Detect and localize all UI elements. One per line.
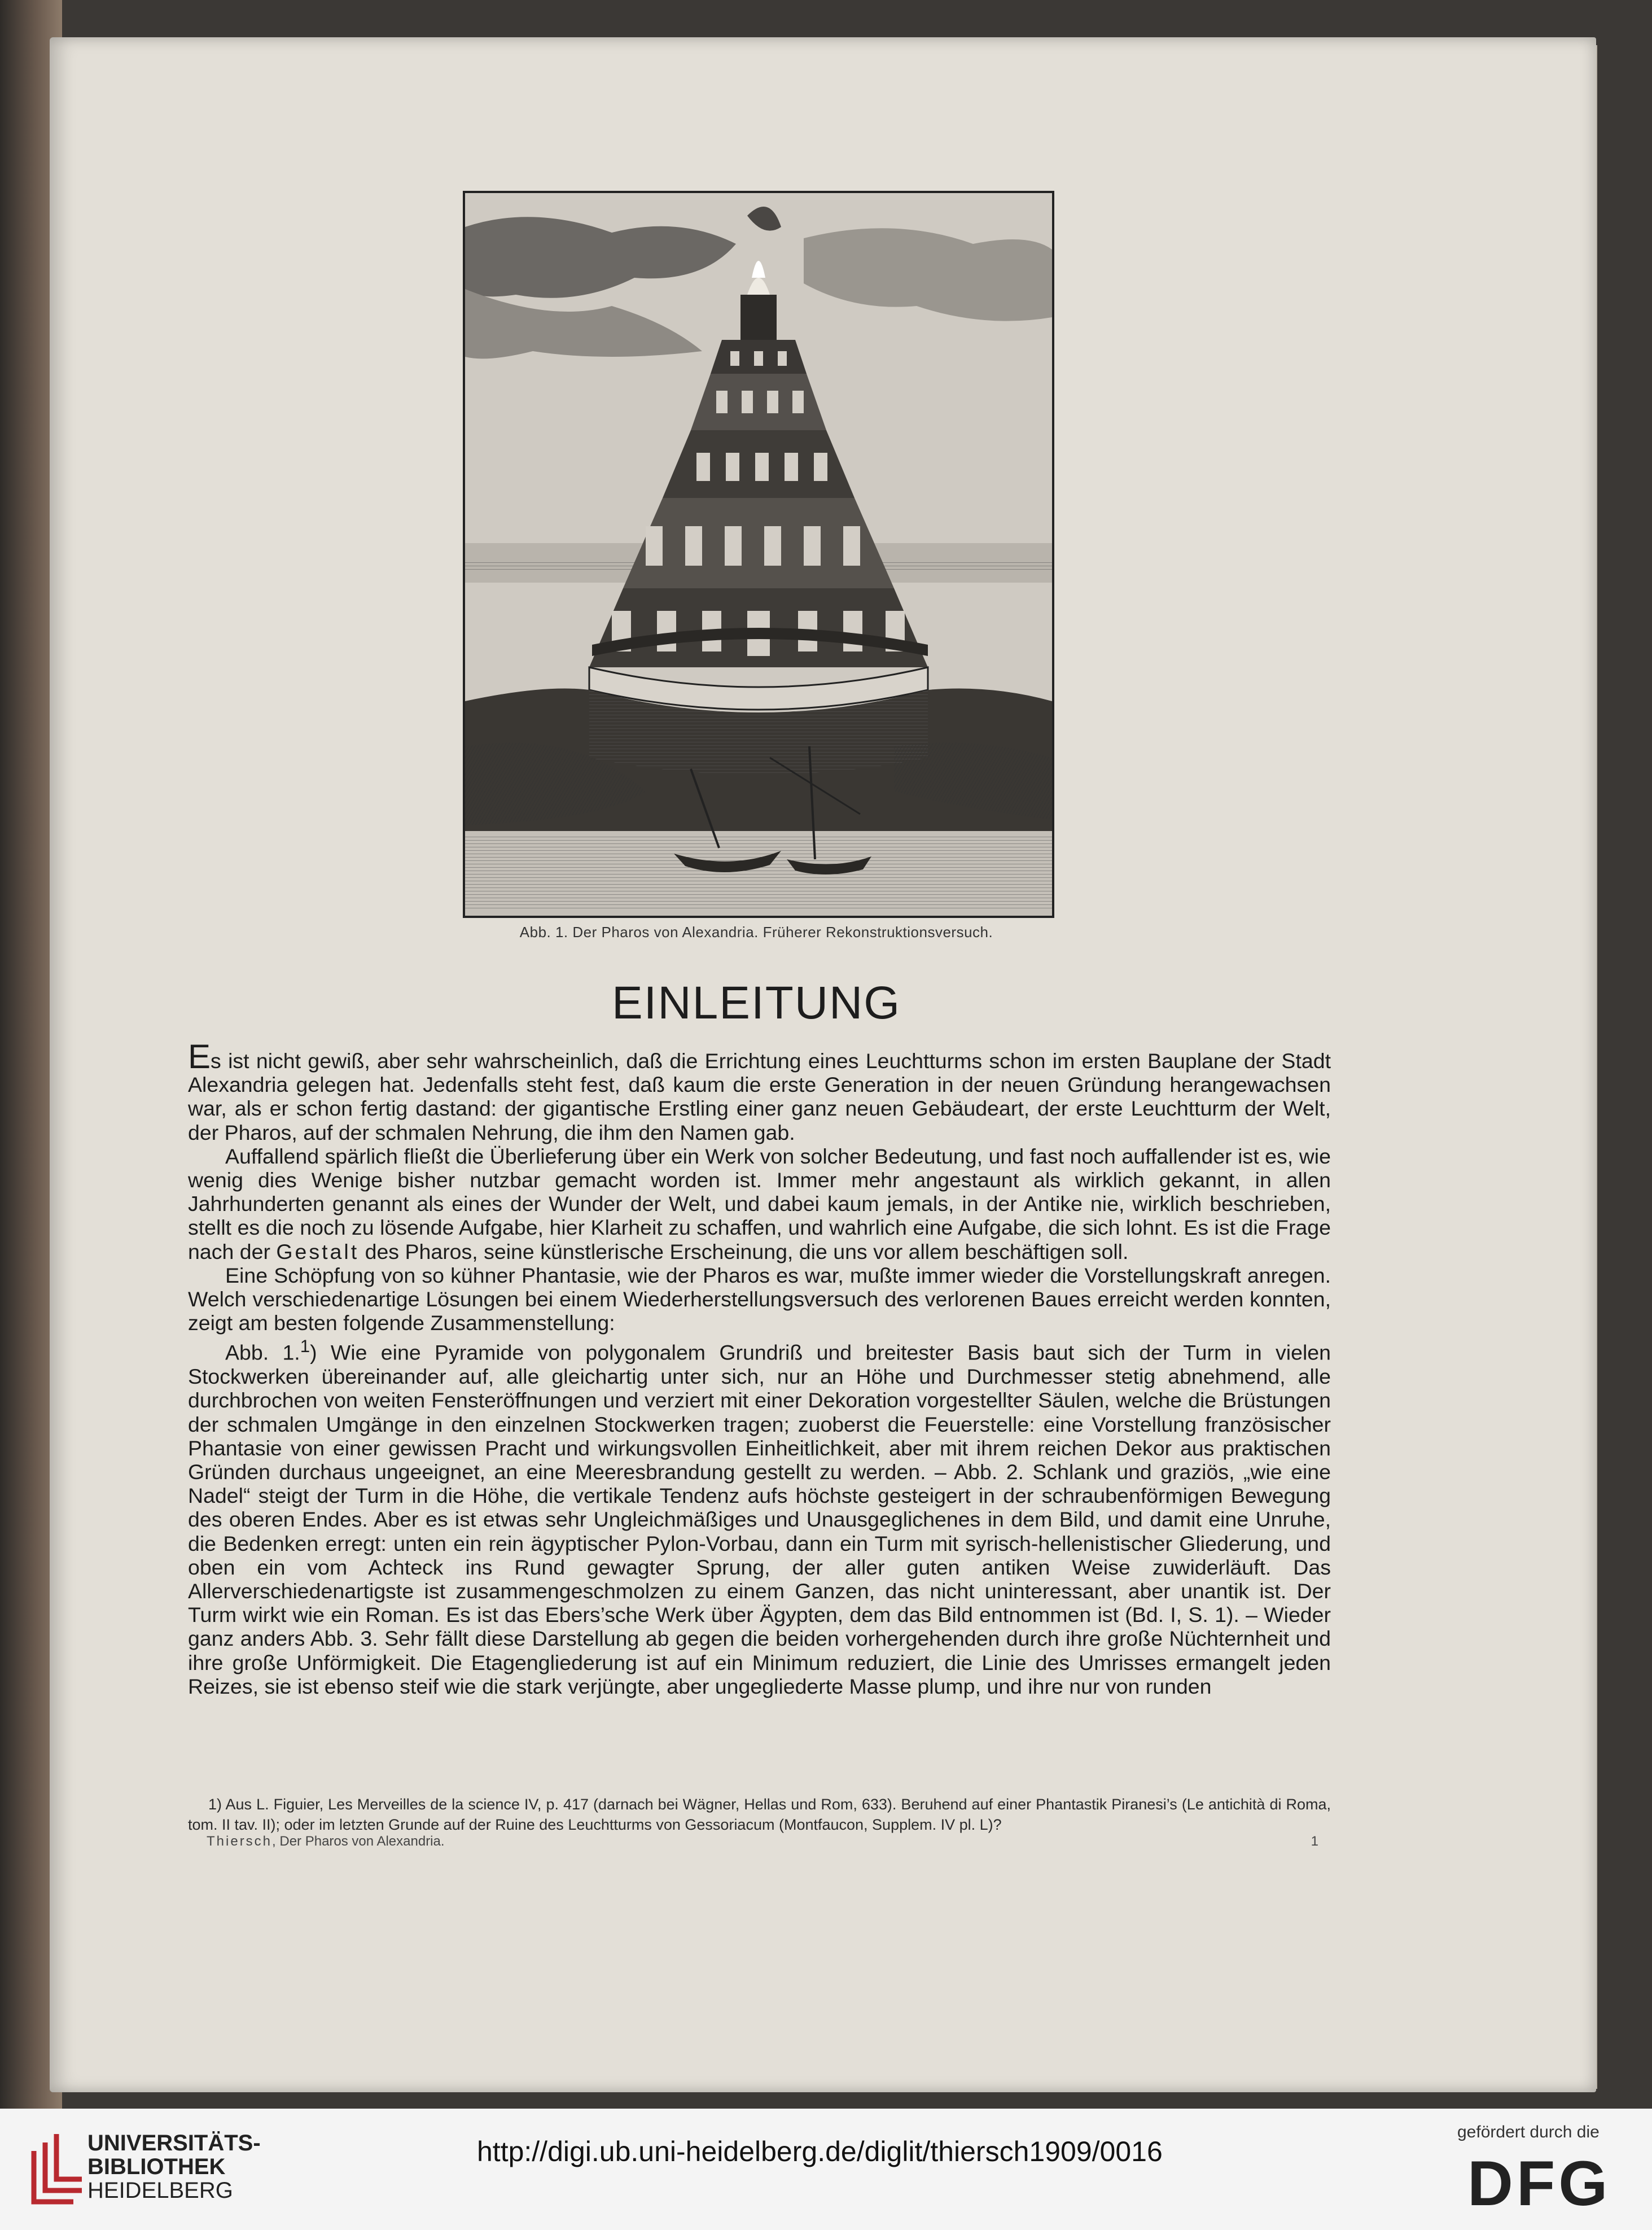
- initial-letter: E: [188, 1038, 211, 1075]
- paragraph-3: Eine Schöpfung von so kühner Phantasie, wie der Pharos es war, mußte immer wieder die Vorstellungskraft anregen. Welch verschiedenartige Lösungen bei einem Wiederherstellungsversuch des verlorenen Baues erreicht werden konnten, zeigt am besten folgende Zusammenstellung:: [188, 1263, 1331, 1335]
- permalink-url[interactable]: http://digi.ub.uni-heidelberg.de/diglit/thiersch1909/0016: [477, 2136, 1163, 2167]
- library-name-line1: UNIVERSITÄTS-: [87, 2131, 261, 2155]
- emphasis-gestalt: Gestalt: [276, 1239, 360, 1263]
- paragraph-4-ref: Abb. 1.: [225, 1340, 300, 1365]
- paragraph-2-text-b: des Pharos, seine künstlerische Erscheinung, die uns vor allem beschäftigen soll.: [359, 1239, 1129, 1263]
- dfg-logo-icon: [1467, 2150, 1637, 2212]
- page-number: 1: [1311, 1834, 1318, 1849]
- paragraph-1-text: s ist nicht gewiß, aber sehr wahrscheinlich, daß die Errichtung eines Leuchtturms schon im ersten Bauplane der Stadt Alexandria gelegen hat. Jedenfalls steht fest, daß kaum die erste Generation in der neuen Gründung herangewachsen war, als er schon fertig dastand: der gigantische Erstling einer ganz neuen Gebäudeart, der erste Leuchtturm der Welt, der Pharos, auf der schmalen Nehrung, die ihm den Namen gab.: [188, 1049, 1331, 1144]
- paragraph-4-text: ) Wie eine Pyramide von polygonalem Grundriß und breitester Basis baut sich der Turm in vielen Stockwerken übereinander auf, alle gleichartig unter sich, nur an Höhe und Durchmesser stetig abnehmend, alle durchbrochen von weiten Fensteröffnungen und verziert mit einer Dekoration vorgestellter Säulen, welche die Brüstungen der schmalen Umgänge in den einzelnen Stockwerken tragen; zuoberst die Feuerstelle: eine Vorstellung französischer Phantasie von einer gewissen Pracht und wirkungsvollen Einheitlichkeit, aber mit ihrem reichen Dekor aus praktischen Gründen durchaus ungeeignet, an eine Meeresbrandung gestellt zu werden. – Abb. 2. Schlank und graziös, „wie eine Nadel“ steigt der Turm in die Höhe, die vertikale Tendenz aufs höchste gesteigert in der schraubenförmigen Bewegung des oberen Endes. Aber es ist etwas sehr Ungleichmäßiges und Unausgeglichenes in dem Bild, und damit eine Unruhe, die Bedenken erregt: unten ein rein ägyptischer Pylon-Vorbau, dann ein Turm mit syrisch-hellenistischer Gliederung, und oben ein vom Achteck ins Rund gewagter Sprung, der aller guten antiken Weise zuwiderläuft. Das Allerverschiedenartigste ist zusammengeschmolzen zu einem Ganzen, das nicht uninteressant, aber unantik ist. Der Turm wirkt wie ein Roman. Es ist das Ebers’sche Werk über Ägypten, dem das Bild entnommen ist (Bd. I, S. 1). – Wieder ganz anders Abb. 3. Sehr fällt diese Darstellung ab gegen die beiden vorhergehenden durch ihre große Nüchternheit und ihre große Unförmigkeit. Die Etagengliederung ist auf ein Minimum reduziert, die Linie des Umrisses ermangelt jeden Reizes, sie ist ebenso steif wie die stark verjüngte, aber ungegliederte Masse plump, und ihre nur von runden: [188, 1340, 1331, 1698]
- dfg-logo-text: DFG: [1467, 2150, 1611, 2212]
- footnote-marker: 1: [300, 1336, 310, 1357]
- footnote: [188, 1794, 1331, 1835]
- footer-title: , Der Pharos von Alexandria.: [272, 1834, 445, 1849]
- pharos-engraving: [463, 191, 1054, 918]
- footer-author: Thiersch: [207, 1834, 273, 1849]
- running-footer: [207, 1834, 1318, 1849]
- body-text: [188, 1038, 1331, 1698]
- library-name: [87, 2131, 261, 2202]
- library-name-line2: BIBLIOTHEK: [87, 2154, 226, 2179]
- chapter-heading: EINLEITUNG: [611, 977, 901, 1029]
- figure-caption: Abb. 1. Der Pharos von Alexandria. Früherer Rekonstruktionsversuch.: [519, 924, 993, 941]
- paragraph-1: [188, 1038, 1331, 1144]
- footnote-text: 1) Aus L. Figuier, Les Merveilles de la science IV, p. 417 (darnach bei Wägner, Hellas und Rom, 633). Beruhend auf einer Phantastik Piranesi’s (Le antichità di Roma, tom. II tav. II); oder im letzten Grunde auf der Ruine des Leuchtturms von Gessoriacum (Montfaucon, Supplem. IV pl. L)?: [188, 1796, 1331, 1833]
- pharos-illustration: [465, 193, 1052, 916]
- paragraph-4: [188, 1335, 1331, 1698]
- library-name-line3: HEIDELBERG: [87, 2178, 233, 2203]
- funding-label: gefördert durch die: [1457, 2123, 1600, 2141]
- paragraph-2: [188, 1144, 1331, 1263]
- paragraph-2-text-a: Auffallend spärlich fließt die Überlieferung über ein Werk von solcher Bedeutung, und fast noch auffallender ist es, wie wenig dies Wenige bisher nutzbar gemacht worden ist. Immer mehr angestaunt als wirklich gekannt, in allen Jahrhunderten genannt als eines der Wunder der Welt, und dabei kaum jemals, in der Antike nie, wirklich beschrieben, stellt es die noch zu lösende Aufgabe, hier Klarheit zu schaffen, und wahrlich eine Aufgabe, die sich lohnt. Es ist die Frage nach der: [188, 1144, 1331, 1263]
